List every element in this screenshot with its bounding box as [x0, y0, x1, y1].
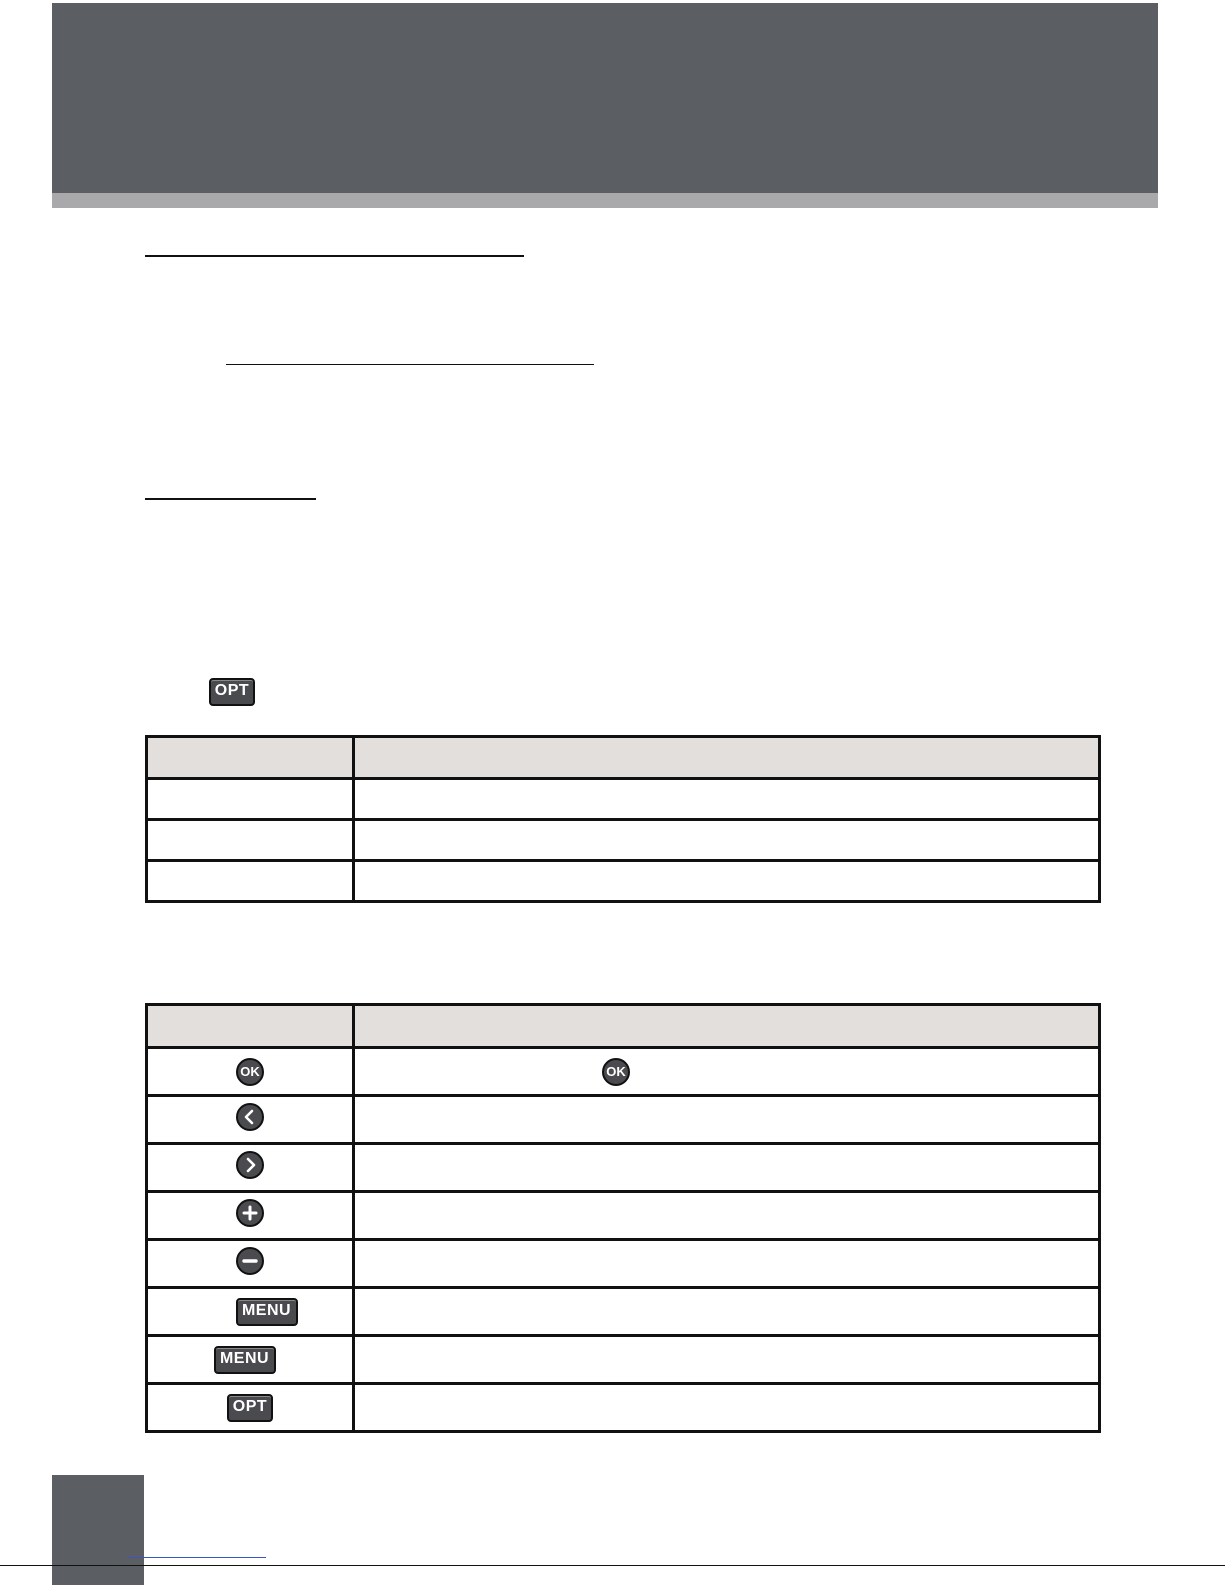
table-row: [147, 779, 1100, 820]
ok-icon: OK: [602, 1058, 630, 1086]
table-row: [147, 1192, 1100, 1240]
column-header: [147, 1005, 354, 1048]
section-heading-rule-1: [145, 255, 524, 257]
column-header: [147, 737, 354, 779]
table-cell: [354, 779, 1100, 820]
opt-key-icon: OPT: [227, 1394, 273, 1422]
table-header-row: [147, 737, 1100, 779]
minus-icon: [236, 1247, 264, 1275]
table-row: [147, 1288, 1100, 1336]
plus-icon: [236, 1199, 264, 1227]
menu-key-icon: MENU: [214, 1346, 276, 1374]
footer-link-underline: [127, 1557, 266, 1558]
opt-key-line: [209, 678, 255, 706]
chevron-left-icon: [236, 1103, 264, 1131]
header-band: [52, 3, 1158, 193]
table-cell: [354, 861, 1100, 902]
table-row: [147, 1336, 1100, 1384]
table-cell: [354, 820, 1100, 861]
page-number-tab: [52, 1475, 144, 1585]
column-header: [354, 1005, 1100, 1048]
header-stripe: [52, 193, 1158, 208]
menu-key-icon: MENU: [236, 1298, 298, 1326]
table-row: [147, 861, 1100, 902]
opt-key-icon: OPT: [209, 678, 255, 706]
table-row: [147, 1144, 1100, 1192]
table-cell: [147, 820, 354, 861]
table-header-row: [147, 1005, 1100, 1048]
table-cell: [147, 861, 354, 902]
options-table: [145, 735, 1101, 903]
table-row: [147, 1384, 1100, 1432]
table-row: [147, 1240, 1100, 1288]
controls-table: [145, 1003, 1101, 1433]
table-row: [147, 1048, 1100, 1096]
subheading-rule: [226, 364, 594, 365]
table-row: [147, 1096, 1100, 1144]
column-header: [354, 737, 1100, 779]
chevron-right-icon: [236, 1151, 264, 1179]
section-heading-rule-2: [145, 498, 316, 500]
footer-rule: [0, 1565, 1225, 1566]
table-cell: [147, 779, 354, 820]
table-row: [147, 820, 1100, 861]
ok-icon: OK: [236, 1058, 264, 1086]
